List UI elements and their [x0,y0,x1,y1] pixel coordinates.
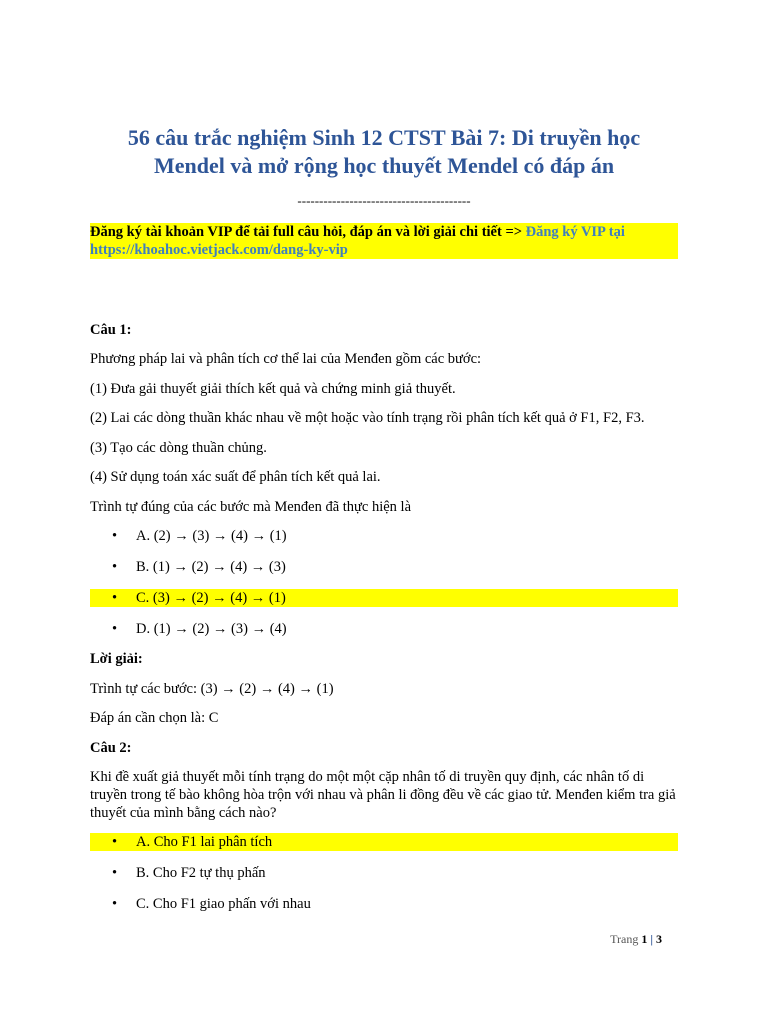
vip-link[interactable]: Đăng ký VIP tại https://khoahoc.vietjack.com/dang-ky-vip [90,224,625,258]
q1-option-d [90,620,678,638]
page-footer [520,931,662,947]
bullet-icon: • [112,590,118,606]
q1-stem: Phương pháp lai và phân tích cơ thể lai của Menđen gồm các bước: [90,351,482,367]
vip-text: Đăng ký tài khoản VIP để tải full câu hỏi, đáp án và lời giải chi tiết => [90,224,526,240]
q1-step-3: (3) Tạo các dòng thuần chủng. [90,440,267,456]
q1-solution-heading: Lời giải: [90,651,143,667]
q2-heading: Câu 2: [90,740,132,756]
document-title [90,124,678,180]
option-label: B. (1) → (2) → (4) → (3) [136,559,286,575]
separator: ---------------------------------------- [297,193,471,208]
q1-option-c-correct [90,589,678,607]
bullet-icon: • [112,865,118,881]
q1-solution-text: Trình tự các bước: (3) → (2) → (4) → (1) [90,681,334,697]
option-label: A. Cho F1 lai phân tích [136,834,273,850]
footer-total-pages: 3 [656,932,662,946]
option-label: A. (2) → (3) → (4) → (1) [136,528,287,544]
q2-option-c [90,895,678,913]
footer-label: Trang [610,932,642,946]
option-label: D. (1) → (2) → (3) → (4) [136,621,287,637]
title-line-1: 56 câu trắc nghiệm Sinh 12 CTST Bài 7: Di truyền học [127,125,641,150]
bullet-icon: • [112,559,118,575]
q1-option-b [90,558,678,576]
bullet-icon: • [112,834,118,850]
footer-separator: | [647,932,656,946]
q1-heading: Câu 1: [90,322,132,338]
q1-step-1: (1) Đưa gải thuyết giải thích kết quả và chứng minh giả thuyết. [90,381,456,397]
q1-option-a [90,527,678,545]
q1-prompt: Trình tự đúng của các bước mà Menđen đã thực hiện là [90,499,412,515]
q2-option-a-correct [90,833,678,851]
bullet-icon: • [112,528,118,544]
q2-option-b [90,864,678,882]
vip-banner [90,223,678,259]
q1-step-2: (2) Lai các dòng thuần khác nhau về một hoặc vào tính trạng rồi phân tích kết quả ở F1, F2, F3. [90,410,645,426]
bullet-icon: • [112,896,118,912]
option-label: B. Cho F2 tự thụ phấn [136,865,266,881]
q1-step-4: (4) Sử dụng toán xác suất để phân tích kết quả lai. [90,469,381,485]
q1-answer: Đáp án cần chọn là: C [90,710,219,726]
option-label: C. (3) → (2) → (4) → (1) [136,590,286,606]
title-line-2: Mendel và mở rộng học thuyết Mendel có đáp án [153,153,615,178]
q2-stem: Khi đề xuất giả thuyết mỗi tính trạng do một một cặp nhân tố di truyền quy định, các nhân tố di truyền trong tế bào không hòa trộn với nhau và phân li đồng đều về các giao tử. Menđen kiểm tra giả thuyết của mình bằng cách nào? [90,769,676,821]
option-label: C. Cho F1 giao phấn với nhau [136,896,311,912]
bullet-icon: • [112,621,118,637]
footer-page-number: 1 [641,932,648,946]
